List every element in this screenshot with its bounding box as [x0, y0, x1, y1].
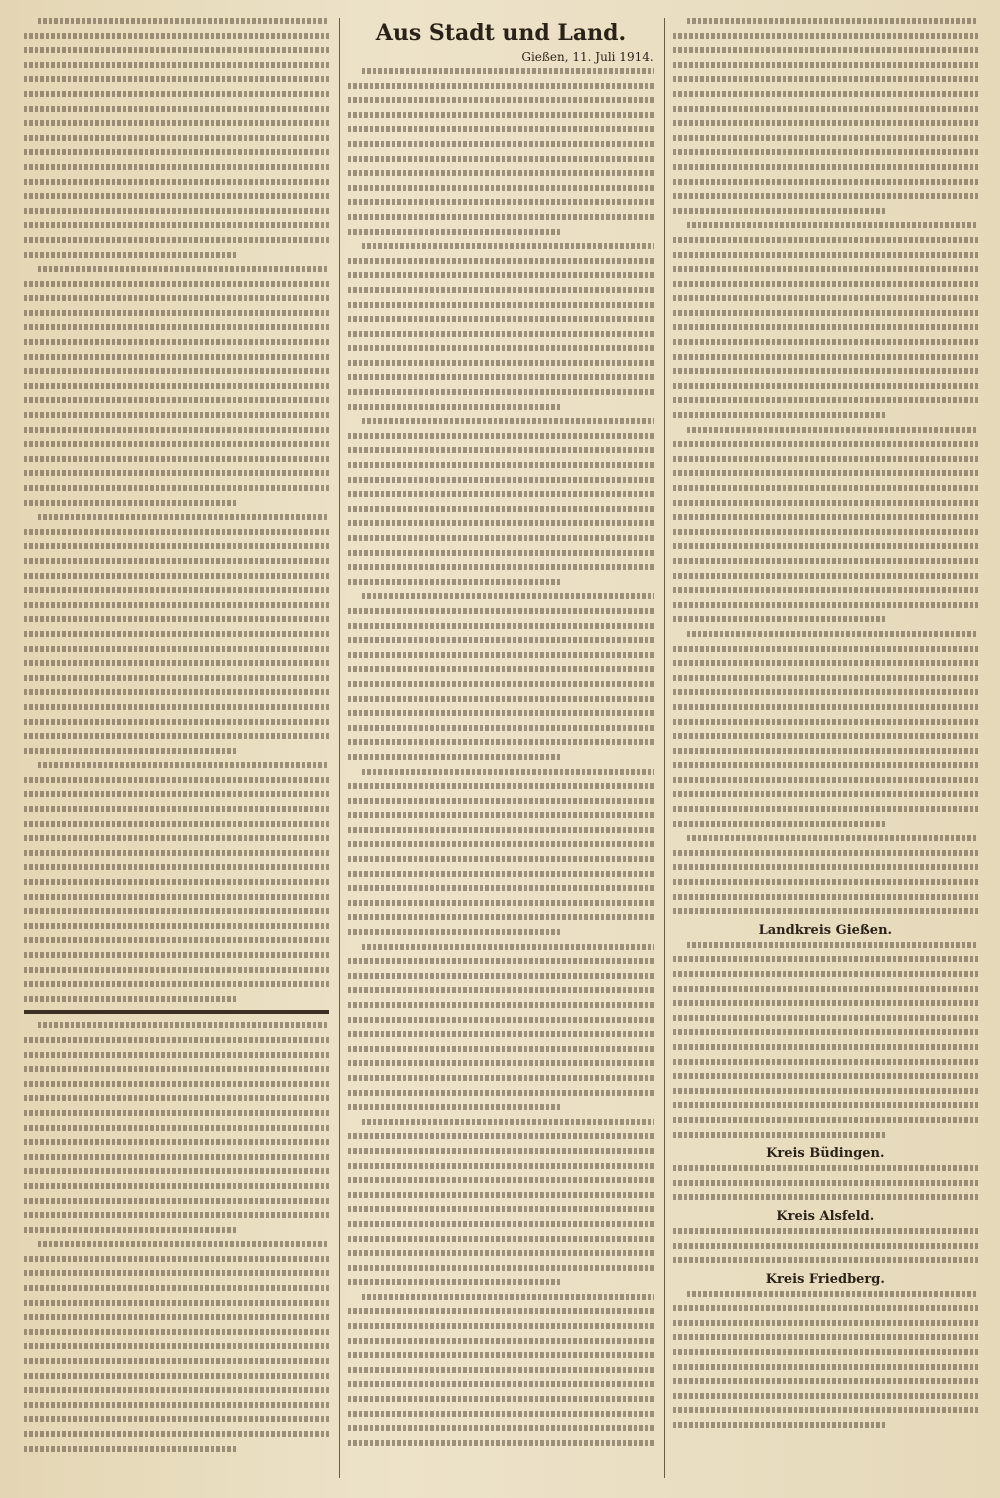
text-line [673, 719, 978, 725]
text-line [38, 514, 329, 520]
text-line [348, 1352, 653, 1358]
text-line [38, 1241, 329, 1247]
text-line [673, 908, 978, 914]
text-line [348, 302, 653, 308]
text-line [24, 47, 329, 53]
text-line [673, 1029, 978, 1035]
text-line [673, 441, 978, 447]
text-line [673, 1059, 978, 1065]
text-line [673, 252, 978, 258]
column-1 [24, 18, 329, 1478]
text-line [24, 835, 329, 841]
text-line [24, 791, 329, 797]
text-line [673, 573, 978, 579]
text-line [673, 383, 978, 389]
text-line [348, 987, 653, 993]
text-line [38, 762, 329, 768]
text-line [24, 456, 329, 462]
text-line [673, 675, 978, 681]
text-line [24, 164, 329, 170]
text-line [362, 1294, 653, 1300]
text-line [348, 1002, 653, 1008]
section-subhead: Kreis Friedberg. [765, 1271, 885, 1287]
text-line [348, 564, 653, 570]
text-line [673, 397, 978, 403]
text-line [24, 310, 329, 316]
text-line [24, 1198, 329, 1204]
text-line [348, 1031, 653, 1037]
text-line [348, 477, 653, 483]
text-line [348, 185, 653, 191]
text-line [24, 252, 238, 258]
text-line [24, 1168, 329, 1174]
text-line [24, 1227, 238, 1233]
text-line [24, 1256, 329, 1262]
text-line [24, 33, 329, 39]
text-line [24, 806, 329, 812]
text-line [673, 164, 978, 170]
text-line [673, 485, 978, 491]
text-line [348, 1090, 653, 1096]
text-line [362, 944, 653, 950]
text-line [38, 18, 329, 24]
text-line [348, 199, 653, 205]
text-line [673, 646, 978, 652]
text-line [24, 587, 329, 593]
text-line [348, 856, 653, 862]
text-line [348, 754, 562, 760]
text-line [673, 1044, 978, 1050]
text-line [24, 397, 329, 403]
text-line [673, 281, 978, 287]
text-line [24, 339, 329, 345]
text-line [24, 821, 329, 827]
text-line [687, 18, 978, 24]
text-line [348, 579, 562, 585]
section-subhead: Landkreis Gießen. [758, 922, 893, 938]
text-line [24, 295, 329, 301]
text-line [348, 520, 653, 526]
text-line [348, 272, 653, 278]
text-line [673, 1180, 978, 1186]
text-line [24, 733, 329, 739]
column-2 [339, 18, 653, 1478]
text-line [348, 885, 653, 891]
text-line [38, 1022, 329, 1028]
text-line [348, 1046, 653, 1052]
text-line [24, 1066, 329, 1072]
text-line [348, 345, 653, 351]
text-line [24, 660, 329, 666]
text-line [348, 973, 653, 979]
text-line [348, 1017, 653, 1023]
text-line [673, 179, 978, 185]
text-line [348, 214, 653, 220]
text-line [24, 529, 329, 535]
text-line [24, 76, 329, 82]
text-line [673, 149, 978, 155]
text-line [24, 748, 238, 754]
text-line [348, 1440, 653, 1446]
text-line [673, 1378, 978, 1384]
text-line [24, 1416, 329, 1422]
text-line [687, 835, 978, 841]
text-line [348, 1279, 562, 1285]
text-line [24, 1095, 329, 1101]
text-line [348, 258, 653, 264]
text-line [348, 827, 653, 833]
text-line [24, 383, 329, 389]
text-line [24, 704, 329, 710]
text-line [24, 777, 329, 783]
text-line [673, 733, 978, 739]
text-line [24, 543, 329, 549]
text-line [673, 806, 978, 812]
text-line [673, 62, 978, 68]
text-line [24, 324, 329, 330]
text-line [673, 470, 978, 476]
text-line [673, 660, 978, 666]
text-line [348, 550, 653, 556]
text-line [673, 1305, 978, 1311]
text-line [362, 1119, 653, 1125]
column-rule [24, 1010, 329, 1014]
text-line [348, 739, 653, 745]
text-line [24, 1343, 329, 1349]
text-line [24, 1285, 329, 1291]
text-line [673, 120, 978, 126]
text-line [348, 1221, 653, 1227]
text-line [24, 864, 329, 870]
text-line [362, 593, 653, 599]
text-line [348, 783, 653, 789]
text-line [348, 623, 653, 629]
text-line [348, 126, 653, 132]
text-line [348, 637, 653, 643]
text-line [24, 850, 329, 856]
text-line [38, 266, 329, 272]
text-line [673, 777, 978, 783]
text-line [673, 1073, 978, 1079]
section-subhead: Kreis Alsfeld. [776, 1208, 875, 1224]
text-line [348, 666, 653, 672]
text-line [673, 500, 978, 506]
text-line [673, 821, 887, 827]
text-line [24, 1300, 329, 1306]
text-line [348, 1308, 653, 1314]
text-line [24, 485, 329, 491]
text-line [673, 106, 978, 112]
text-line [673, 91, 978, 97]
text-line [673, 354, 978, 360]
text-line [24, 879, 329, 885]
text-line [348, 929, 562, 935]
text-line [24, 62, 329, 68]
text-line [24, 500, 238, 506]
text-line [24, 222, 329, 228]
text-line [24, 1314, 329, 1320]
text-line [348, 1133, 653, 1139]
text-line [348, 900, 653, 906]
text-line [348, 681, 653, 687]
text-line [673, 339, 978, 345]
text-line [673, 986, 978, 992]
text-line [673, 1165, 978, 1171]
text-line [673, 324, 978, 330]
text-line [24, 1139, 329, 1145]
text-line [673, 1000, 978, 1006]
text-line [348, 97, 653, 103]
text-line [24, 631, 329, 637]
text-line [348, 447, 653, 453]
text-line [348, 1104, 562, 1110]
text-line [348, 958, 653, 964]
text-line [24, 616, 329, 622]
text-line [24, 1446, 238, 1452]
text-line [673, 208, 887, 214]
text-line [673, 602, 978, 608]
text-line [348, 156, 653, 162]
text-line [673, 295, 978, 301]
text-line [673, 76, 978, 82]
text-line [673, 310, 978, 316]
text-line [24, 1270, 329, 1276]
text-line [24, 908, 329, 914]
text-line [673, 1257, 978, 1263]
text-line [348, 1265, 653, 1271]
text-line [348, 841, 653, 847]
text-line [348, 316, 653, 322]
text-line [348, 83, 653, 89]
text-line [24, 193, 329, 199]
section-subhead: Kreis Büdingen. [766, 1146, 885, 1162]
text-line [348, 112, 653, 118]
text-line [24, 106, 329, 112]
text-line [673, 33, 978, 39]
text-line [673, 1349, 978, 1355]
text-line [673, 879, 978, 885]
text-line [673, 1228, 978, 1234]
text-line [24, 1125, 329, 1131]
text-line [24, 1081, 329, 1087]
text-line [348, 1338, 653, 1344]
text-line [673, 1334, 978, 1340]
text-line [362, 769, 653, 775]
text-line [673, 1320, 978, 1326]
text-line [348, 1192, 653, 1198]
text-line [24, 1212, 329, 1218]
text-line [348, 170, 653, 176]
text-line [24, 179, 329, 185]
text-line [673, 1364, 978, 1370]
text-line [348, 696, 653, 702]
text-line [348, 141, 653, 147]
text-line [24, 368, 329, 374]
text-line [348, 1177, 653, 1183]
text-line [348, 287, 653, 293]
text-line [673, 1117, 978, 1123]
text-line [24, 354, 329, 360]
text-line [673, 689, 978, 695]
text-line [24, 967, 329, 973]
text-line [348, 491, 653, 497]
column-3 [664, 18, 978, 1478]
text-line [348, 652, 653, 658]
text-line [673, 1194, 978, 1200]
text-line [24, 120, 329, 126]
text-line [24, 427, 329, 433]
text-line [348, 725, 653, 731]
text-line [24, 281, 329, 287]
text-line [673, 894, 978, 900]
text-line [24, 1387, 329, 1393]
text-line [673, 616, 887, 622]
text-line [673, 1422, 887, 1428]
text-line [348, 360, 653, 366]
text-line [348, 1075, 653, 1081]
text-line [24, 937, 329, 943]
text-line [348, 1060, 653, 1066]
text-line [24, 1037, 329, 1043]
text-line [24, 208, 329, 214]
text-line [24, 675, 329, 681]
text-line [24, 573, 329, 579]
text-line [673, 956, 978, 962]
text-line [24, 149, 329, 155]
text-line [348, 433, 653, 439]
text-line [348, 1425, 653, 1431]
text-line [362, 68, 653, 74]
text-line [24, 719, 329, 725]
text-line [673, 1015, 978, 1021]
text-line [348, 404, 562, 410]
text-line [687, 222, 978, 228]
text-line [348, 1236, 653, 1242]
text-line [24, 135, 329, 141]
text-line [24, 1373, 329, 1379]
text-line [348, 1206, 653, 1212]
text-line [24, 602, 329, 608]
text-line [348, 1396, 653, 1402]
text-line [348, 608, 653, 614]
text-line [24, 237, 329, 243]
text-line [24, 923, 329, 929]
text-line [348, 1323, 653, 1329]
text-line [673, 543, 978, 549]
text-line [673, 1243, 978, 1249]
text-line [24, 646, 329, 652]
text-line [687, 631, 978, 637]
text-line [24, 1183, 329, 1189]
dateline: Gießen, 11. Juli 1914. [521, 50, 654, 64]
text-line [673, 1393, 978, 1399]
text-line [673, 456, 978, 462]
text-line [348, 389, 653, 395]
text-line [348, 374, 653, 380]
text-line [348, 1163, 653, 1169]
text-line [673, 412, 887, 418]
text-line [673, 193, 978, 199]
text-line [24, 470, 329, 476]
text-line [348, 331, 653, 337]
text-line [24, 1358, 329, 1364]
text-line [673, 237, 978, 243]
text-line [24, 1052, 329, 1058]
text-line [24, 558, 329, 564]
text-line [673, 587, 978, 593]
text-line [687, 1291, 978, 1297]
text-line [673, 864, 978, 870]
text-line [24, 894, 329, 900]
text-line [348, 462, 653, 468]
text-line [673, 748, 978, 754]
text-line [673, 47, 978, 53]
text-line [24, 1431, 329, 1437]
text-line [24, 441, 329, 447]
text-line [673, 791, 978, 797]
text-line [24, 412, 329, 418]
text-line [348, 871, 653, 877]
text-line [348, 535, 653, 541]
text-line [24, 689, 329, 695]
text-line [348, 1411, 653, 1417]
text-line [673, 1102, 978, 1108]
text-line [673, 558, 978, 564]
text-line [673, 1088, 978, 1094]
text-line [673, 762, 978, 768]
text-line [348, 506, 653, 512]
text-line [362, 243, 653, 249]
text-line [24, 1402, 329, 1408]
text-line [362, 418, 653, 424]
text-line [687, 427, 978, 433]
text-line [348, 1367, 653, 1373]
text-line [24, 1154, 329, 1160]
text-line [24, 91, 329, 97]
text-line [24, 952, 329, 958]
text-line [673, 514, 978, 520]
text-line [348, 1148, 653, 1154]
text-line [673, 1407, 978, 1413]
text-line [348, 914, 653, 920]
text-line [348, 1250, 653, 1256]
text-line [24, 996, 238, 1002]
text-line [348, 812, 653, 818]
text-line [673, 704, 978, 710]
text-line [673, 135, 978, 141]
section-title: Aus Stadt und Land. [375, 20, 627, 46]
text-line [673, 850, 978, 856]
text-line [673, 368, 978, 374]
text-line [348, 798, 653, 804]
text-line [687, 942, 978, 948]
text-line [673, 266, 978, 272]
text-line [673, 529, 978, 535]
text-line [673, 1132, 887, 1138]
text-line [348, 229, 562, 235]
text-line [24, 1329, 329, 1335]
text-line [24, 981, 329, 987]
text-line [24, 1110, 329, 1116]
text-line [673, 971, 978, 977]
text-line [348, 1381, 653, 1387]
text-line [348, 710, 653, 716]
